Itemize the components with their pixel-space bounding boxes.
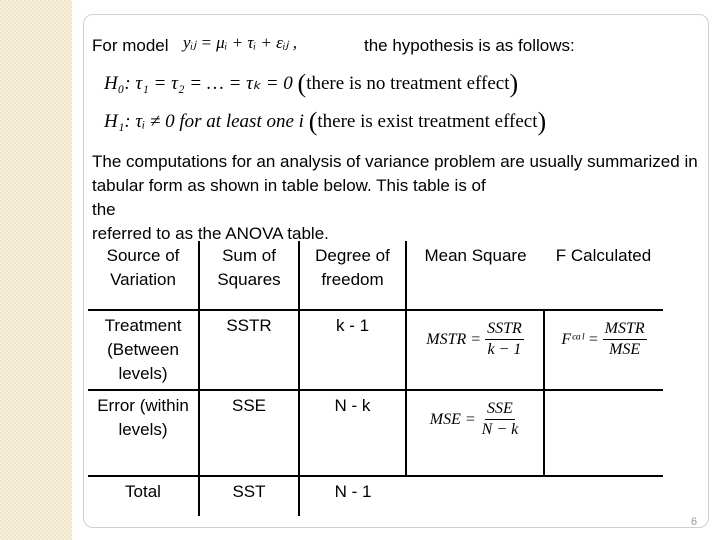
alternative-hypothesis: H₁: τᵢ ≠ 0 for at least one i (there is exist treatment effect) (104, 107, 547, 136)
table-row (88, 476, 663, 516)
row-degree-of-freedom: k - 1 (299, 310, 406, 390)
null-hypothesis-text: there is no treatment effect (306, 73, 510, 94)
row-source: Error (within levels) (88, 390, 199, 476)
row-sum-of-squares: SSE (199, 390, 299, 476)
intro-suffix: the hypothesis is as follows: (364, 36, 575, 55)
row-f-empty (544, 476, 663, 516)
header-f-calculated: F Calculated (555, 246, 652, 265)
header-source: Source of Variation (106, 246, 180, 289)
model-equation: yᵢⱼ = μᵢ + τᵢ + εᵢⱼ , (183, 33, 297, 52)
alternative-hypothesis-text: there is exist treatment effect (317, 111, 538, 132)
row-sum-of-squares: SST (199, 476, 299, 516)
page-number: 6 (691, 516, 698, 528)
row-degree-of-freedom: N - k (299, 390, 406, 476)
decorative-side-band (0, 0, 72, 540)
intro-prefix: For model (92, 36, 169, 55)
header-mean-square: Mean Square (406, 241, 544, 310)
row-source: Treatment (Between levels) (88, 310, 199, 390)
row-f-calculated: Fᶜᵃˡ = $\frac{\text{MSTR}}{\text{MSE}}$ (544, 310, 663, 390)
table-row (88, 310, 663, 390)
row-degree-of-freedom: N - 1 (299, 476, 406, 516)
table-row (88, 390, 663, 476)
row-mean-square: MSTR = $\frac{\text{SSTR}}{k - 1}$ (406, 310, 544, 390)
row-source: Total (88, 476, 199, 516)
table-header-row (88, 241, 663, 310)
null-hypothesis-formula: H₀: τ₁ = τ₂ = … = τₖ = 0 (104, 73, 293, 94)
row-f-empty (544, 390, 663, 476)
null-hypothesis: H₀: τ₁ = τ₂ = … = τₖ = 0 (there is no treatment effect) (104, 69, 519, 98)
description-paragraph: The computations for an analysis of variance problem are usually summarized in tabular form as shown in table below. This table is of the referred to as the ANOVA table. (92, 152, 698, 243)
row-sum-of-squares: SSTR (199, 310, 299, 390)
row-mean-square: MSE = $\frac{\text{SSE}}{N - k}$ (406, 390, 544, 476)
anova-table (88, 241, 663, 516)
header-sum-of-squares: Sum of Squares (199, 241, 299, 310)
header-degree-of-freedom: Degree of freedom (299, 241, 406, 310)
row-ms-empty (406, 476, 544, 516)
alternative-hypothesis-formula: H₁: τᵢ ≠ 0 for at least one i (104, 111, 304, 132)
